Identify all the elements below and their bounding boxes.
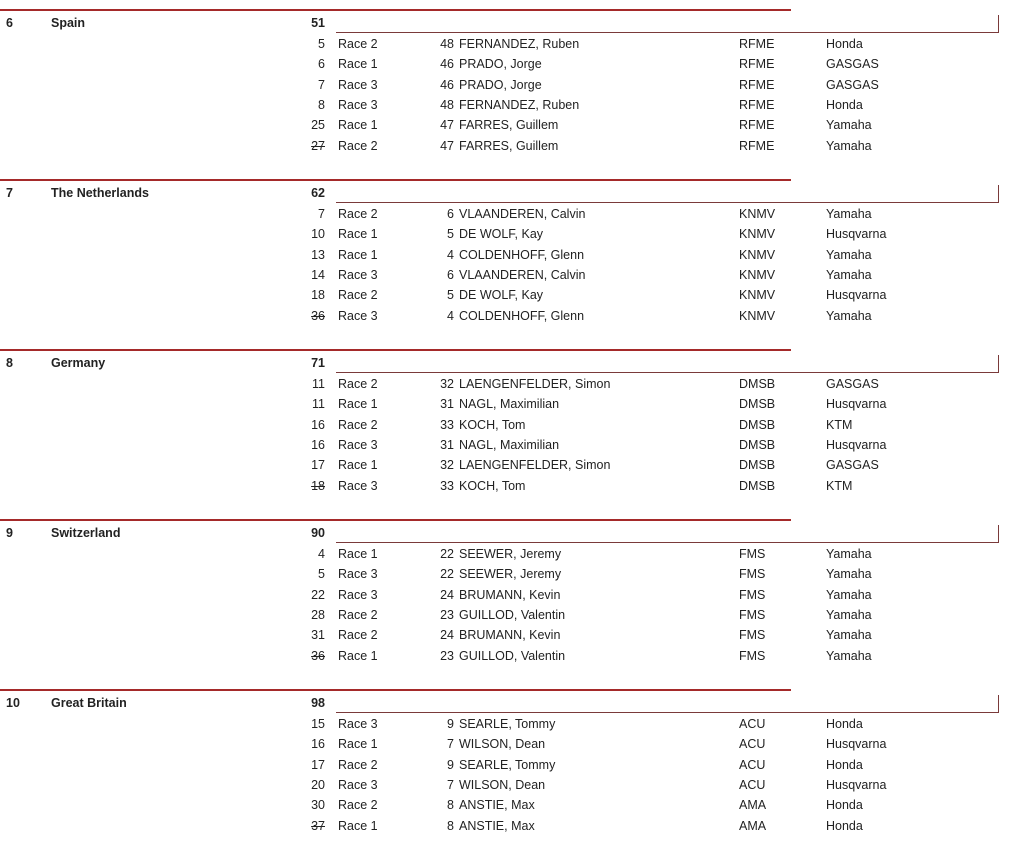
motorcycle-brand: KTM	[826, 478, 853, 493]
rider-number: 48	[440, 97, 454, 112]
result-row	[0, 758, 1024, 778]
rider-name: PRADO, Jorge	[459, 57, 542, 72]
race-place: 15	[311, 717, 325, 731]
rider-number: 46	[440, 57, 454, 72]
team-nation: The Netherlands	[51, 186, 149, 200]
result-row	[0, 418, 1024, 438]
result-row	[0, 819, 1024, 839]
result-row	[0, 717, 1024, 737]
race-label: Race 2	[338, 607, 378, 622]
race-label: Race 3	[338, 587, 378, 602]
team-position: 9	[6, 526, 13, 540]
team-block	[0, 349, 1024, 519]
race-label: Race 2	[338, 207, 378, 221]
result-row	[0, 207, 1024, 227]
result-row	[0, 737, 1024, 757]
race-place: 6	[318, 57, 325, 72]
race-place: 36	[311, 648, 325, 663]
federation: RFME	[739, 77, 775, 92]
team-total-points: 62	[311, 186, 325, 200]
motorcycle-brand: Husqvarna	[826, 397, 887, 412]
result-row	[0, 227, 1024, 247]
race-place: 18	[311, 478, 325, 493]
race-place: 22	[311, 587, 325, 602]
team-position: 8	[6, 356, 13, 370]
motorcycle-brand: Yamaha	[826, 267, 872, 282]
motorcycle-brand: Yamaha	[826, 247, 872, 262]
team-total-points: 71	[311, 356, 325, 370]
race-label: Race 1	[338, 247, 378, 262]
race-label: Race 2	[338, 138, 378, 153]
federation: DMSB	[739, 377, 776, 391]
result-row	[0, 438, 1024, 458]
federation: KNMV	[739, 227, 776, 242]
race-place: 14	[311, 267, 325, 282]
race-label: Race 3	[338, 437, 378, 452]
motorcycle-brand: Husqvarna	[826, 437, 887, 452]
team-total-points: 98	[311, 696, 325, 710]
rider-name: SEARLE, Tommy	[459, 757, 556, 772]
rider-name: COLDENHOFF, Glenn	[459, 247, 585, 262]
motorcycle-brand: Honda	[826, 757, 863, 772]
motorcycle-brand: Yamaha	[826, 547, 872, 561]
rider-name: ANSTIE, Max	[459, 818, 535, 833]
race-label: Race 3	[338, 97, 378, 112]
motorcycle-brand: Honda	[826, 818, 863, 833]
motorcycle-brand: Honda	[826, 798, 863, 813]
federation: ACU	[739, 757, 766, 772]
race-label: Race 2	[338, 377, 378, 391]
federation: RFME	[739, 57, 775, 72]
result-row	[0, 778, 1024, 798]
rider-name: FERNANDEZ, Ruben	[459, 37, 580, 51]
motorcycle-brand: GASGAS	[826, 77, 879, 92]
result-row	[0, 628, 1024, 648]
team-divider	[0, 519, 791, 521]
result-row	[0, 98, 1024, 118]
race-label: Race 3	[338, 77, 378, 92]
federation: DMSB	[739, 417, 776, 432]
team-block	[0, 9, 1024, 179]
race-place: 17	[311, 458, 325, 473]
motorcycle-brand: Yamaha	[826, 138, 872, 153]
result-row	[0, 248, 1024, 268]
federation: DMSB	[739, 397, 776, 412]
team-position: 10	[6, 696, 20, 710]
motorcycle-brand: Yamaha	[826, 207, 872, 221]
federation: KNMV	[739, 247, 776, 262]
rider-name: WILSON, Dean	[459, 737, 546, 752]
result-row	[0, 288, 1024, 308]
race-label: Race 1	[338, 118, 378, 133]
rider-name: SEEWER, Jeremy	[459, 567, 562, 582]
team-bracket	[336, 355, 999, 373]
race-place: 30	[311, 798, 325, 813]
race-label: Race 3	[338, 777, 378, 792]
rider-name: NAGL, Maximilian	[459, 397, 560, 412]
motorcycle-brand: Yamaha	[826, 628, 872, 643]
rider-number: 47	[440, 118, 454, 133]
rider-number: 32	[440, 377, 454, 391]
motorcycle-brand: Honda	[826, 717, 863, 731]
federation: FMS	[739, 587, 766, 602]
race-place: 11	[312, 377, 325, 391]
race-place: 11	[312, 397, 325, 412]
result-row	[0, 479, 1024, 499]
rider-name: BRUMANN, Kevin	[459, 628, 561, 643]
rider-name: VLAANDEREN, Calvin	[459, 207, 586, 221]
result-row	[0, 268, 1024, 288]
rider-number: 24	[440, 587, 454, 602]
race-place: 28	[311, 607, 325, 622]
rider-number: 32	[440, 458, 454, 473]
rider-number: 7	[447, 777, 454, 792]
team-position: 7	[6, 186, 13, 200]
race-label: Race 1	[338, 227, 378, 242]
rider-number: 5	[447, 227, 454, 242]
rider-name: NAGL, Maximilian	[459, 437, 560, 452]
federation: FMS	[739, 648, 766, 663]
race-place: 8	[318, 97, 325, 112]
race-place: 5	[318, 37, 325, 51]
rider-number: 22	[440, 547, 454, 561]
motorcycle-brand: Yamaha	[826, 118, 872, 133]
race-place: 7	[318, 207, 325, 221]
rider-name: KOCH, Tom	[459, 417, 526, 432]
rider-name: SEEWER, Jeremy	[459, 547, 562, 561]
rider-name: LAENGENFELDER, Simon	[459, 458, 611, 473]
race-place: 36	[311, 308, 325, 323]
rider-number: 31	[440, 397, 454, 412]
race-place: 10	[311, 227, 325, 242]
result-row	[0, 547, 1024, 567]
rider-number: 48	[440, 37, 454, 51]
rider-name: GUILLOD, Valentin	[459, 648, 566, 663]
rider-number: 24	[440, 628, 454, 643]
motorcycle-brand: Yamaha	[826, 648, 872, 663]
federation: KNMV	[739, 308, 776, 323]
team-total-points: 90	[311, 526, 325, 540]
rider-name: LAENGENFELDER, Simon	[459, 377, 611, 391]
federation: AMA	[739, 818, 767, 833]
rider-name: FERNANDEZ, Ruben	[459, 97, 580, 112]
federation: FMS	[739, 547, 766, 561]
team-nation: Spain	[51, 16, 86, 30]
team-nation: Germany	[51, 356, 106, 370]
team-total-points: 51	[311, 16, 325, 30]
rider-number: 6	[447, 207, 454, 221]
rider-number: 9	[447, 717, 454, 731]
motorcycle-brand: Yamaha	[826, 567, 872, 582]
rider-name: SEARLE, Tommy	[459, 717, 556, 731]
race-place: 16	[311, 417, 325, 432]
rider-number: 4	[447, 308, 454, 323]
federation: KNMV	[739, 267, 776, 282]
race-place: 16	[311, 437, 325, 452]
motorcycle-brand: Honda	[826, 37, 863, 51]
federation: ACU	[739, 717, 766, 731]
rider-number: 7	[447, 737, 454, 752]
rider-name: COLDENHOFF, Glenn	[459, 308, 585, 323]
rider-name: WILSON, Dean	[459, 777, 546, 792]
rider-name: KOCH, Tom	[459, 478, 526, 493]
result-row	[0, 608, 1024, 628]
rider-number: 8	[447, 798, 454, 813]
result-row	[0, 649, 1024, 669]
race-place: 25	[311, 118, 325, 133]
rider-number: 33	[440, 417, 454, 432]
rider-number: 9	[447, 757, 454, 772]
motorcycle-brand: GASGAS	[826, 458, 879, 473]
rider-name: FARRES, Guillem	[459, 118, 559, 133]
team-bracket	[336, 695, 999, 713]
result-row	[0, 37, 1024, 57]
federation: FMS	[739, 628, 766, 643]
race-label: Race 2	[338, 628, 378, 643]
federation: DMSB	[739, 458, 776, 473]
motorcycle-brand: Husqvarna	[826, 227, 887, 242]
rider-number: 46	[440, 77, 454, 92]
federation: RFME	[739, 97, 775, 112]
rider-name: FARRES, Guillem	[459, 138, 559, 153]
team-block	[0, 689, 1024, 859]
team-bracket	[336, 525, 999, 543]
race-label: Race 2	[338, 757, 378, 772]
team-nation: Great Britain	[51, 696, 127, 710]
race-label: Race 1	[338, 458, 378, 473]
race-place: 13	[311, 247, 325, 262]
result-row	[0, 588, 1024, 608]
race-place: 20	[311, 777, 325, 792]
race-label: Race 1	[338, 818, 378, 833]
federation: RFME	[739, 37, 775, 51]
result-row	[0, 397, 1024, 417]
rider-number: 33	[440, 478, 454, 493]
federation: DMSB	[739, 437, 776, 452]
motorcycle-brand: Yamaha	[826, 587, 872, 602]
rider-name: GUILLOD, Valentin	[459, 607, 566, 622]
race-label: Race 3	[338, 717, 378, 731]
motorcycle-brand: Yamaha	[826, 607, 872, 622]
team-bracket	[336, 15, 999, 33]
race-label: Race 3	[338, 267, 378, 282]
rider-number: 23	[440, 607, 454, 622]
rider-name: PRADO, Jorge	[459, 77, 542, 92]
motorcycle-brand: Honda	[826, 97, 863, 112]
result-row	[0, 57, 1024, 77]
team-bracket	[336, 185, 999, 203]
motorcycle-brand: Yamaha	[826, 308, 872, 323]
race-place: 16	[311, 737, 325, 752]
motorcycle-brand: Husqvarna	[826, 288, 887, 303]
result-row	[0, 458, 1024, 478]
federation: FMS	[739, 607, 766, 622]
race-label: Race 3	[338, 478, 378, 493]
team-divider	[0, 9, 791, 11]
rider-name: VLAANDEREN, Calvin	[459, 267, 586, 282]
race-label: Race 2	[338, 417, 378, 432]
race-place: 5	[318, 567, 325, 582]
race-label: Race 1	[338, 737, 378, 752]
rider-number: 4	[447, 247, 454, 262]
motorcycle-brand: GASGAS	[826, 377, 879, 391]
race-place: 31	[311, 628, 325, 643]
rider-number: 5	[447, 288, 454, 303]
motorcycle-brand: KTM	[826, 417, 853, 432]
federation: FMS	[739, 567, 766, 582]
federation: KNMV	[739, 288, 776, 303]
federation: RFME	[739, 118, 775, 133]
race-place: 4	[318, 547, 325, 561]
result-row	[0, 118, 1024, 138]
race-place: 7	[318, 77, 325, 92]
race-label: Race 1	[338, 397, 378, 412]
team-divider	[0, 179, 791, 181]
team-divider	[0, 349, 791, 351]
rider-number: 22	[440, 567, 454, 582]
race-label: Race 3	[338, 567, 378, 582]
federation: RFME	[739, 138, 775, 153]
motorcycle-brand: GASGAS	[826, 57, 879, 72]
motorcycle-brand: Husqvarna	[826, 777, 887, 792]
race-label: Race 1	[338, 57, 378, 72]
race-label: Race 1	[338, 648, 378, 663]
race-label: Race 2	[338, 798, 378, 813]
federation: KNMV	[739, 207, 776, 221]
result-row	[0, 309, 1024, 329]
rider-number: 6	[447, 267, 454, 282]
federation: DMSB	[739, 478, 776, 493]
federation: ACU	[739, 777, 766, 792]
rider-name: BRUMANN, Kevin	[459, 587, 561, 602]
race-label: Race 1	[338, 547, 378, 561]
race-label: Race 2	[338, 37, 378, 51]
race-label: Race 2	[338, 288, 378, 303]
motorcycle-brand: Husqvarna	[826, 737, 887, 752]
race-place: 27	[311, 138, 325, 153]
race-place: 17	[311, 757, 325, 772]
rider-number: 31	[440, 437, 454, 452]
federation: AMA	[739, 798, 767, 813]
race-place: 37	[311, 818, 325, 833]
team-block	[0, 519, 1024, 689]
result-row	[0, 78, 1024, 98]
rider-number: 47	[440, 138, 454, 153]
rider-number: 8	[447, 818, 454, 833]
team-divider	[0, 689, 791, 691]
rider-name: ANSTIE, Max	[459, 798, 535, 813]
federation: ACU	[739, 737, 766, 752]
rider-name: DE WOLF, Kay	[459, 227, 544, 242]
result-row	[0, 377, 1024, 397]
team-nation: Switzerland	[51, 526, 121, 540]
team-position: 6	[6, 16, 13, 30]
result-row	[0, 567, 1024, 587]
result-row	[0, 139, 1024, 159]
rider-number: 23	[440, 648, 454, 663]
team-block	[0, 179, 1024, 349]
race-place: 18	[311, 288, 325, 303]
rider-name: DE WOLF, Kay	[459, 288, 544, 303]
result-row	[0, 798, 1024, 818]
race-label: Race 3	[338, 308, 378, 323]
